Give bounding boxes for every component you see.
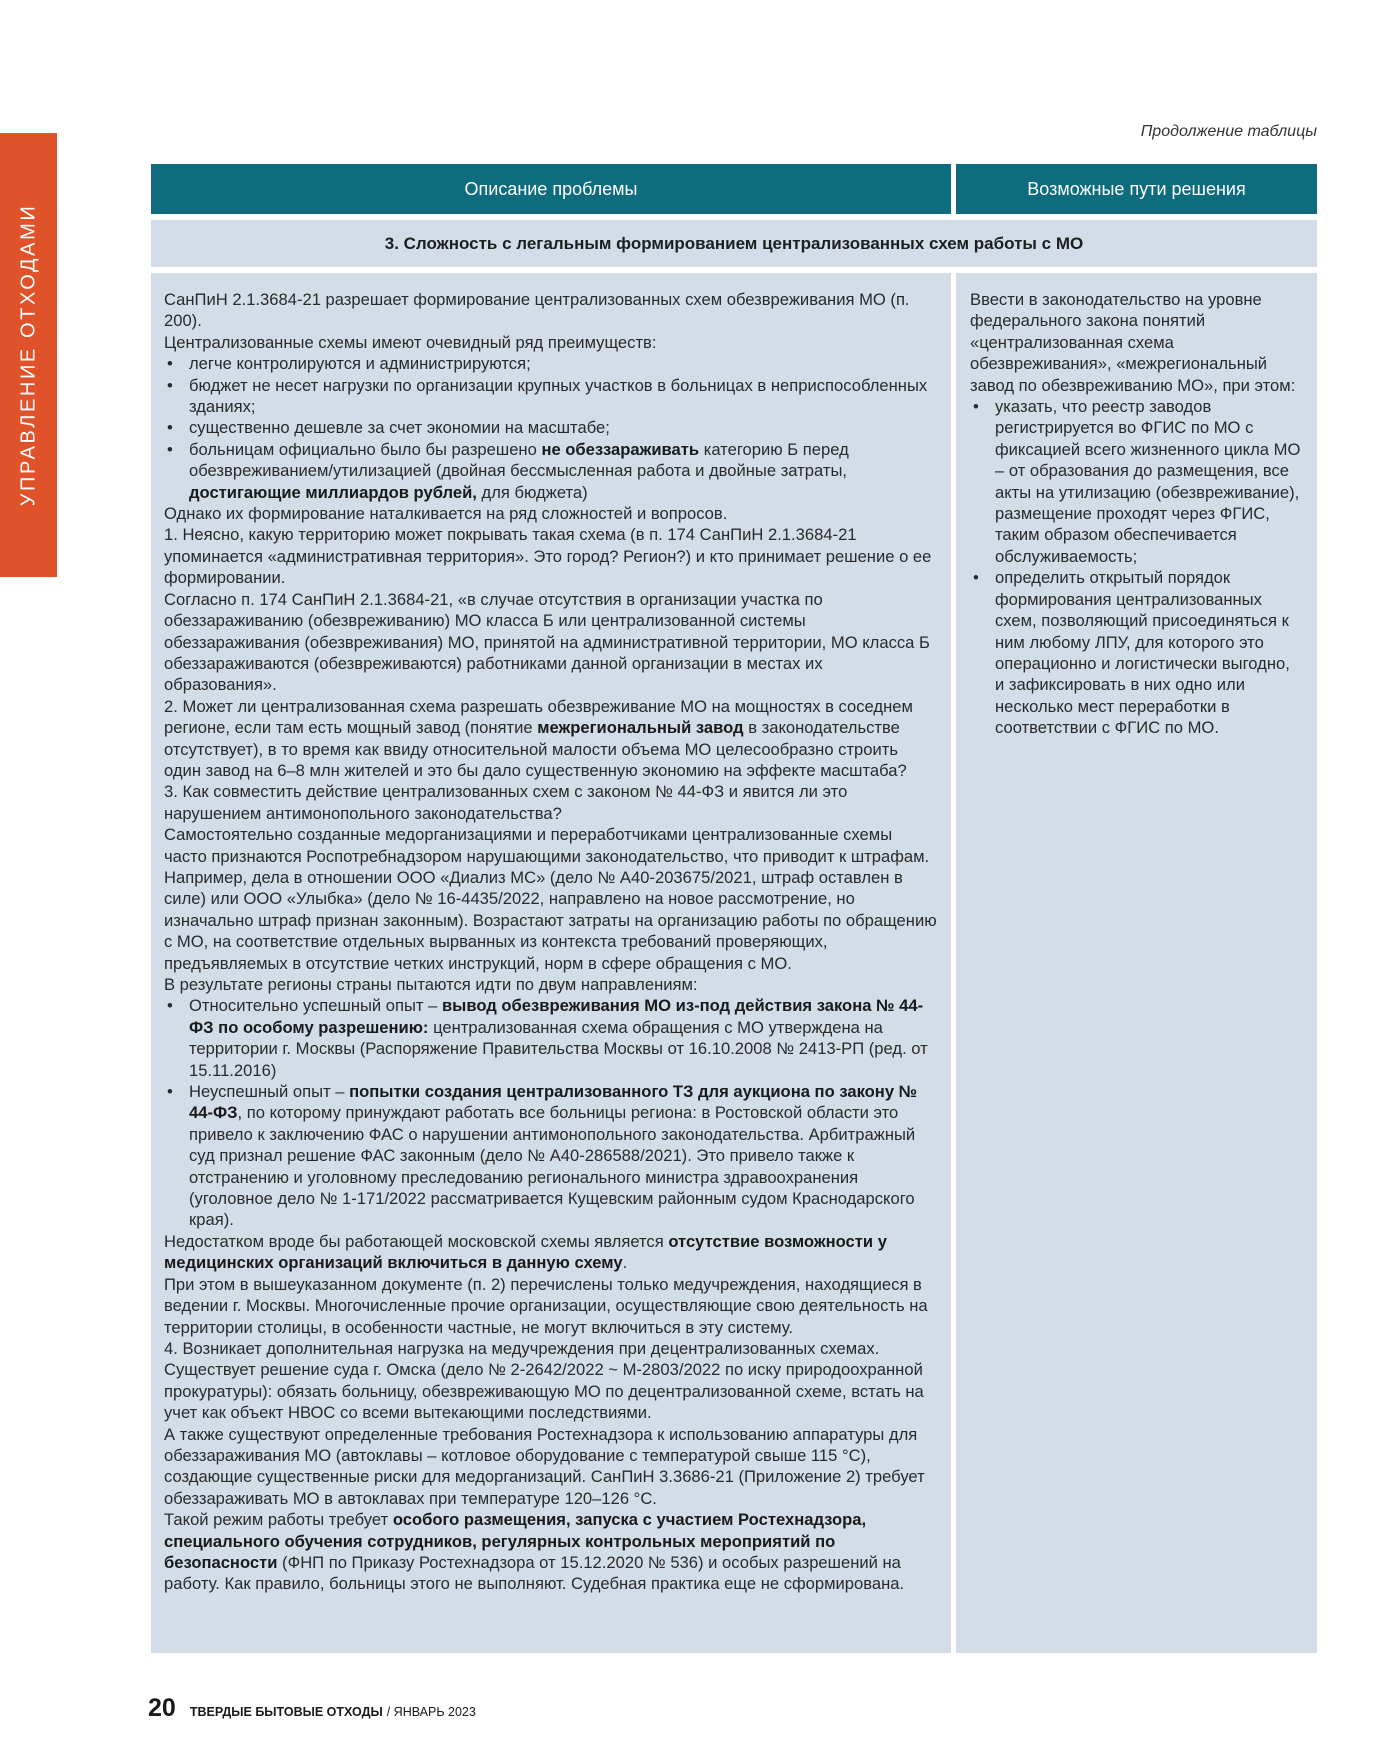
page-footer	[148, 1694, 476, 1723]
section-side-tab-label: УПРАВЛЕНИЕ ОТХОДАМИ	[17, 203, 39, 507]
text: 3. Как совместить действие централизованных схем с законом № 44-ФЗ и явится ли это нарушением антимонопольного законодательства?	[164, 782, 848, 823]
text: для бюджета)	[476, 482, 588, 502]
text: СанПиН 2.1.3684-21 разрешает формирование централизованных схем обезвреживания МО (п. 200).	[164, 290, 910, 331]
text: Относительно успешный опыт –	[189, 996, 442, 1016]
text: А также существуют определенные требования Ростехнадзора к использованию аппаратуры для обеззараживания МО (автоклавы – котловое оборудование с температурой свыше 115 °С), создающие существенные риски для медорганизаций. СанПиН 3.3686-21 (Приложение 2) требует обеззараживать МО в автоклавах при температуре 120–126 °С.	[164, 1424, 925, 1508]
text: больницам официально было бы разрешено	[189, 439, 542, 459]
table-section-title: 3. Сложность с легальным формированием централизованных схем работы с МО	[151, 220, 1317, 267]
bold-text: вывод обезвреживания МО из-под действия закона № 44-ФЗ по особому разрешению:	[189, 996, 924, 1037]
list-item	[164, 417, 939, 438]
paragraph	[164, 1424, 939, 1510]
table-header-row	[151, 164, 1317, 214]
magazine-issue: / ЯНВАРЬ 2023	[386, 1705, 476, 1719]
bold-text: отсутствие возможности у медицинских организаций включиться в данную схему	[164, 1231, 887, 1273]
bold-text: не обеззараживать	[541, 439, 700, 459]
text: централизованная схема обращения с МО утверждена на территории г. Москвы (Распоряжение Правительства Москвы от 16.10.2008 № 2413-РП (ред. от 15.11.2016)	[189, 1017, 928, 1080]
text: бюджет не несет нагрузки по организации крупных участков в больницах в неприспособленных зданиях;	[189, 375, 928, 417]
paragraph	[164, 974, 939, 995]
text: , по которому принуждают работать все больницы региона: в Ростовской области это привело к заключению ФАС о нарушении антимонопольного законодательства. Арбитражный суд признал решение ФАС законным (дело № А40-286588/2021). Это привело также к отстранению и уголовному преследованию регионального министра здравоохранения (уголовное дело № 1-171/2022 рассматривается Кущевским районным судом Краснодарского края).	[189, 1103, 916, 1230]
page-number: 20	[148, 1694, 176, 1722]
paragraph	[164, 524, 939, 588]
magazine-title: ТВЕРДЫЕ БЫТОВЫЕ ОТХОДЫ	[189, 1705, 383, 1719]
text: Самостоятельно созданные медорганизациями и переработчиками централизованные схемы часто признаются Роспотребнадзором нарушающими законодательство, что приводит к штрафам. Например, дела в отношении ООО «Диализ МС» (дело № А40-203675/2021, штраф оставлен в силе) или ООО «Улыбка» (дело № 16-4435/2022, направлено на новое рассмотрение, но изначально штраф признан законным). Возрастают затраты на организацию работы по обращению с МО, на соответствие отдельных вырванных из контекста требований проверяющих, предъявляемых в отсутствие четких инструкций, норм в сфере обращения с МО.	[164, 825, 937, 973]
paragraph	[164, 1274, 939, 1338]
table-continuation-label: Продолжение таблицы	[1140, 123, 1317, 140]
paragraph	[164, 824, 939, 974]
problem-description-cell	[151, 273, 951, 1653]
paragraph	[164, 289, 939, 332]
bold-text: особого размещения, запуска с участием Ростехнадзора, специального обучения сотрудников, регулярных контрольных мероприятий по безопасности	[164, 1510, 867, 1572]
text: существенно дешевле за счет экономии на масштабе;	[189, 418, 610, 438]
table-body-row	[151, 273, 1317, 1653]
list-item	[164, 995, 939, 1081]
text: определить открытый порядок формирования централизованных схем, позволяющий присоединяться к ним любому ЛПУ, для которого это операционно и логистически выгодно, и зафиксировать в них одно или несколько мест переработки в соответствии с ФГИС по МО.	[995, 568, 1290, 738]
text: В результате регионы страны пытаются идти по двум направлениям:	[164, 975, 698, 994]
text: Согласно п. 174 СанПиН 2.1.3684-21, «в случае отсутствия в организации участка по обеззараживанию (обезвреживанию) МО класса Б или централизованной системы обеззараживания (обезвреживания) МО, принятой на административной территории, МО класса Б обеззараживаются (обезвреживаются) работниками данной организации в местах их образования».	[164, 589, 930, 695]
text: Ввести в законодательство на уровне федерального закона понятий «централизованная схема обезвреживания», «межрегиональный завод по обезвреживанию МО», при этом:	[970, 290, 1296, 395]
paragraph	[164, 503, 939, 524]
bold-text: попытки создания централизованного ТЗ для аукциона по закону № 44-ФЗ	[189, 1082, 918, 1123]
text: (ФНП по Приказу Ростехнадзора от 15.12.2020 № 536) и особых разрешений на работу. Как правило, больницы этого не выполняют. Судебная практика еще не сформирована.	[164, 1552, 905, 1594]
text: легче контролируются и администрируются;	[189, 354, 531, 374]
paragraph	[164, 781, 939, 824]
text: .	[622, 1253, 628, 1273]
list-item	[970, 396, 1303, 567]
section-side-tab	[0, 133, 57, 577]
paragraph	[164, 589, 939, 696]
problems-table	[151, 164, 1317, 1653]
text: Недостатком вроде бы работающей московской схемы является	[164, 1231, 669, 1251]
text: категорию Б перед обезвреживанием/утилизацией (двойная бессмысленная работа и двойные затраты,	[189, 439, 849, 481]
text: в законодательстве отсутствует), в то время как ввиду относительной малости объема МО целесообразно строить один завод на 6–8 млн жителей и это бы дало существенную экономию на эффекте масштаба?	[164, 718, 907, 780]
paragraph	[164, 1338, 939, 1424]
paragraph	[164, 1231, 939, 1274]
text: 2. Может ли централизованная схема разрешать обезвреживание МО на мощностях в соседнем регионе, если там есть мощный завод (понятие	[164, 696, 913, 738]
list-item	[164, 353, 939, 374]
bold-text: достигающие миллиардов рублей,	[189, 482, 477, 502]
text: Неуспешный опыт –	[189, 1082, 350, 1102]
paragraph	[164, 696, 939, 782]
text: При этом в вышеуказанном документе (п. 2) перечислены только медучреждения, находящиеся в ведении г. Москвы. Многочисленные прочие организации, осуществляющие свою деятельность на территории столицы, в особенности частные, не могут включиться в эту систему.	[164, 1274, 928, 1337]
text: 1. Неясно, какую территорию может покрывать такая схема (в п. 174 СанПиН 2.1.3684-21 упоминается «административная территория». Это город? Регион?) и кто принимает решение о ее формировании.	[164, 525, 932, 588]
text: указать, что реестр заводов регистрируется во ФГИС по МО с фиксацией всего жизненного цикла МО – от образования до размещения, все акты на утилизацию (обезвреживание), размещение проходят через ФГИС, таким образом обеспечивается обслуживаемость;	[995, 397, 1301, 566]
paragraph	[164, 332, 939, 353]
column-header-solution: Возможные пути решения	[956, 164, 1317, 214]
text: 4. Возникает дополнительная нагрузка на медучреждения при децентрализованных схемах. Существует решение суда г. Омска (дело № 2-2642/2022 ~ М-2803/2022 по иску природоохранной прокуратуры): обязать больницу, обезвреживающую МО по децентрализованной схеме, встать на учет как объект НВОС со всеми вытекающими последствиями.	[164, 1338, 924, 1423]
text: Централизованные схемы имеют очевидный ряд преимуществ:	[164, 332, 657, 352]
list-item	[164, 375, 939, 418]
column-header-problem: Описание проблемы	[151, 164, 951, 214]
list-item	[970, 567, 1303, 738]
bold-text: межрегиональный завод	[537, 718, 744, 738]
paragraph	[164, 1509, 939, 1595]
text: Такой режим работы требует	[164, 1510, 393, 1530]
paragraph	[970, 289, 1303, 396]
text: Однако их формирование наталкивается на ряд сложностей и вопросов.	[164, 504, 728, 524]
list-item	[164, 439, 939, 503]
solution-cell	[956, 273, 1317, 1653]
list-item	[164, 1081, 939, 1231]
